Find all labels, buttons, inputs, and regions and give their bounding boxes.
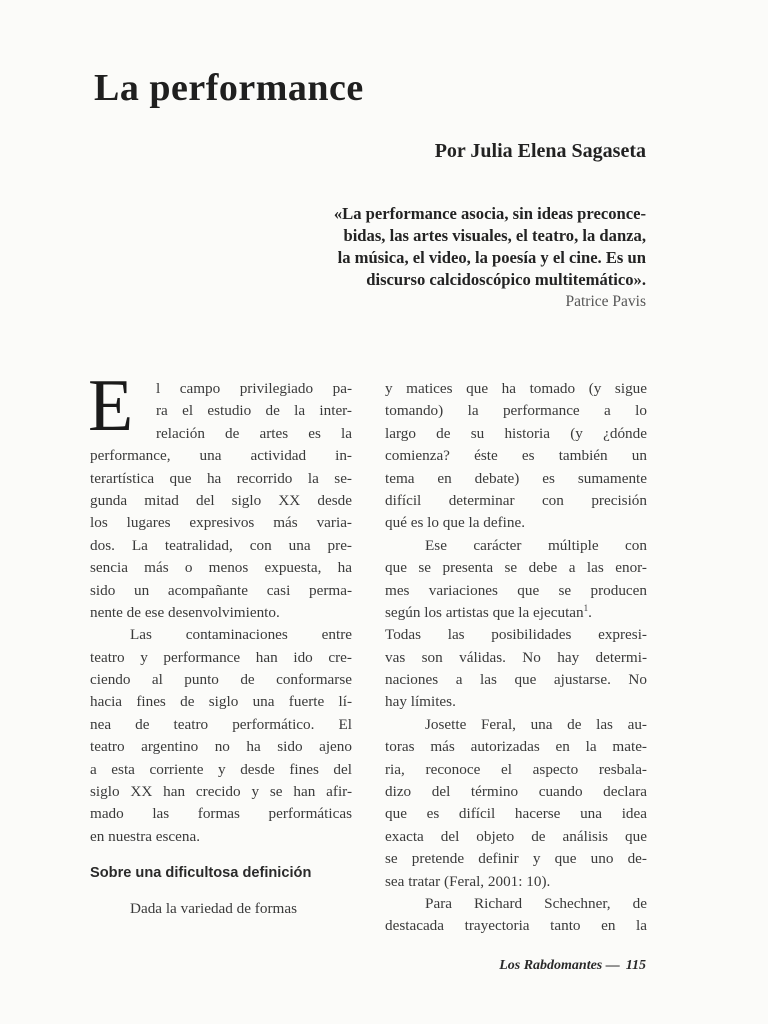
text-line: vas son válidas. No hay determi- <box>385 648 647 666</box>
period: . <box>588 603 592 621</box>
text-line: Todas las posibilidades expresi- <box>385 626 647 644</box>
page-footer <box>499 958 646 974</box>
text-line: relación de artes es la <box>156 424 352 442</box>
text-line: y matices que ha tomado (y sigue <box>385 380 647 397</box>
text-line: Las contaminaciones entre <box>130 626 352 644</box>
text-line: que se presenta se debe a las enor- <box>385 559 647 577</box>
text-line: Ese carácter múltiple con <box>425 536 647 554</box>
text-line: comienza? éste es también un <box>385 447 647 465</box>
spacer <box>90 885 352 898</box>
section-subheading: Sobre una dificultosa definición <box>90 865 312 882</box>
text-line: destacada trayectoria tanto en la <box>385 917 647 935</box>
text-line: ciendo al punto de conformarse <box>90 671 352 689</box>
article-title: La performance <box>94 67 364 109</box>
epigraph-line: bidas, las artes visuales, el teatro, la danza, <box>343 226 646 245</box>
text-line: l campo privilegiado pa- <box>156 380 352 397</box>
text-line: se pretende definir y que uno de- <box>385 850 647 868</box>
text-line: hay límites. <box>385 693 456 711</box>
text-line: tema en debate) es sumamente <box>385 469 647 487</box>
drop-cap: E <box>88 365 134 447</box>
text-line: nente de ese desenvolvimiento. <box>90 603 280 621</box>
text-line: Para Richard Schechner, de <box>425 894 647 912</box>
text-line: a esta corriente y desde fines del <box>90 760 352 778</box>
text-line: sencia más o menos expuesta, ha <box>90 559 352 577</box>
text-line: en nuestra escena. <box>90 827 201 845</box>
text-line: nea de teatro performático. El <box>90 715 352 733</box>
text-line: mes variaciones que se producen <box>385 581 647 599</box>
page-number: 115 <box>625 958 646 973</box>
epigraph-line: «La performance asocia, sin ideas preconce- <box>333 204 646 223</box>
text-line: los lugares expresivos más varia- <box>90 514 352 532</box>
text-line: Dada la variedad de formas <box>130 899 297 917</box>
text-line: sido un acompañante casi perma- <box>90 581 352 599</box>
text-line: dos. La teatralidad, con una pre- <box>90 536 352 554</box>
text-line: mado las formas performáticas <box>90 805 352 823</box>
right-column <box>385 378 647 938</box>
text-line: qué es lo que la define. <box>385 514 526 532</box>
text-line: tomando) la performance a lo <box>385 402 647 420</box>
text-line: hacia fines de siglo una fuerte lí- <box>90 693 352 711</box>
text-line: siglo XX han crecido y se han afir- <box>90 783 352 801</box>
text-line: ra el estudio de la inter- <box>156 402 352 420</box>
author-byline: Por Julia Elena Sagaseta <box>434 140 646 162</box>
epigraph <box>240 203 646 313</box>
text-line: sea tratar (Feral, 2001: 10). <box>385 872 551 890</box>
text-line: ria, reconoce el aspecto resbala- <box>385 760 647 778</box>
text-line: performance, una actividad in- <box>90 447 352 465</box>
text-line: teatro y performance han ido cre- <box>90 648 352 666</box>
epigraph-line: la música, el video, la poesía y el cine. Es un <box>337 248 646 267</box>
text-line: toras más autorizadas en la mate- <box>385 738 647 756</box>
epigraph-line: discurso calcidoscópico multitemático». <box>366 270 646 289</box>
journal-name: Los Rabdomantes — <box>499 958 620 973</box>
epigraph-author: Patrice Pavis <box>565 293 646 310</box>
text-line: dizo del término cuando declara <box>385 783 647 801</box>
left-column <box>88 365 352 920</box>
text-line: teatro argentino no ha sido ajeno <box>90 738 352 756</box>
text-line: gunda mitad del siglo XX desde <box>90 491 352 509</box>
text-line: naciones a las que ajustarse. No <box>385 671 647 689</box>
footnote-mark: 1 <box>583 602 589 613</box>
text-line: que es difícil hacerse una idea <box>385 805 647 823</box>
text-line: largo de su historia (y ¿dónde <box>385 424 647 442</box>
text-line <box>385 602 647 624</box>
text-line: terartística que ha recorrido la se- <box>90 469 352 487</box>
text-line: Josette Feral, una de las au- <box>425 715 647 733</box>
text-line: difícil determinar con precisión <box>385 491 647 509</box>
text-line: exacta del objeto de análisis que <box>385 827 647 845</box>
text-fragment: según los artistas que la ejecutan <box>385 603 584 621</box>
